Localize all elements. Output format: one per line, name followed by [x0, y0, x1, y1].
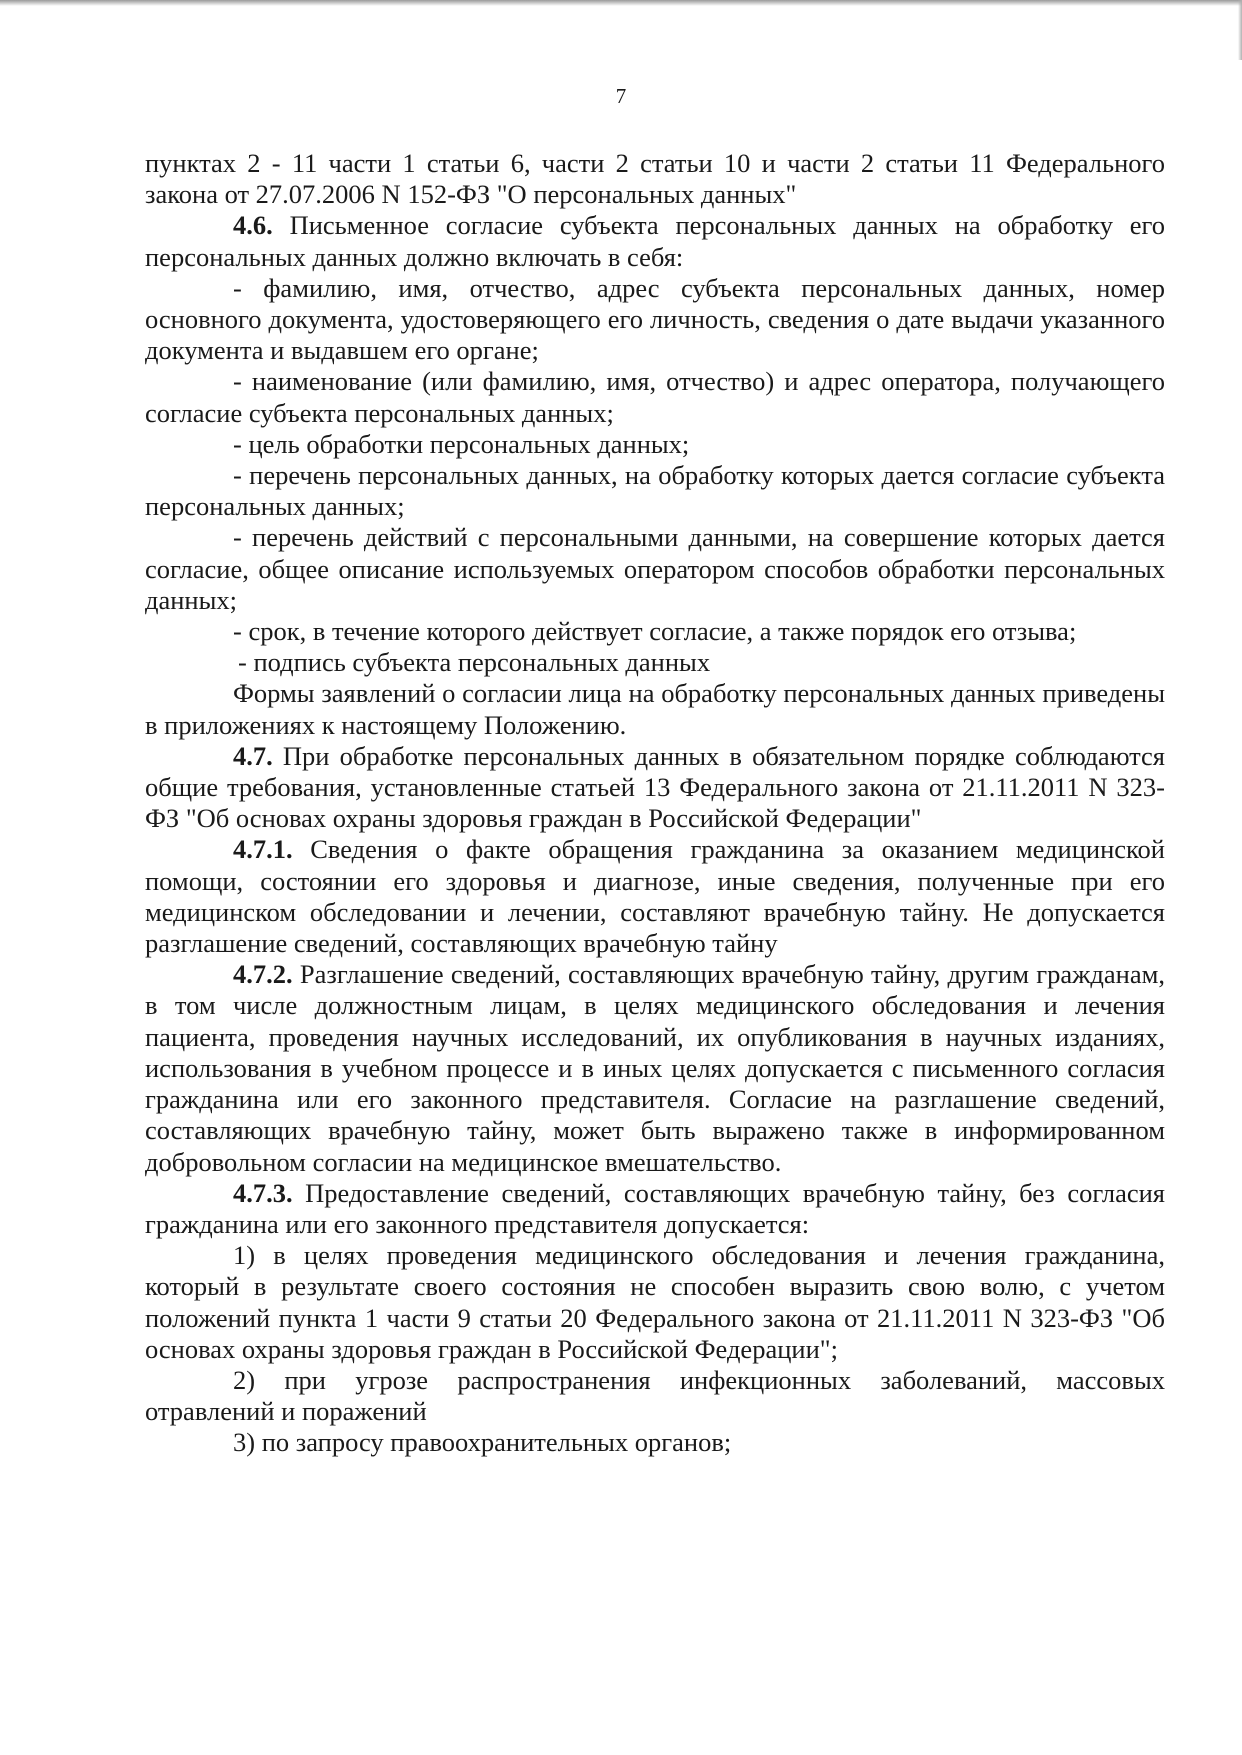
paragraph-text: Формы заявлений о согласии лица на обработку персональных данных приведены в приложениях к настоящему Положению. — [145, 678, 1165, 740]
section-number: 4.7. — [233, 740, 273, 771]
section-4-6 — [145, 210, 1165, 272]
list-item-purpose — [145, 429, 1165, 460]
paragraph-text: - цель обработки персональных данных; — [233, 428, 690, 459]
section-number: 4.6. — [233, 210, 273, 241]
paragraph-text: При обработке персональных данных в обязательном порядке соблюдаются общие требования, установленные статьей 13 Федерального закона от 21.11.2011 N 323-ФЗ "Об основах охраны здоровья граждан в Российской Федерации" — [145, 740, 1165, 834]
paragraph-text: Сведения о факте обращения гражданина за оказанием медицинской помощи, состоянии его здоровья и диагнозе, иные сведения, полученные при его медицинском обследовании и лечении, составляют врачебную тайну. Не допускается разглашение сведений, составляющих врачебную тайну — [145, 834, 1165, 959]
list-item-signature — [145, 647, 1165, 678]
paragraph-text: - перечень действий с персональными данными, на совершение которых дается согласие, общее описание используемых оператором способов обработки персональных данных; — [145, 522, 1165, 615]
paragraph-text: пунктах 2 - 11 части 1 статьи 6, части 2 статьи 10 и части 2 статьи 11 Федерального закона от 27.07.2006 N 152-ФЗ "О персональных данных" — [145, 148, 1165, 210]
list-item-actions — [145, 522, 1165, 616]
paragraph-text: - фамилию, имя, отчество, адрес субъекта персональных данных, номер основного документа, удостоверяющего его личность, сведения о дате выдачи указанного документа и выдавшем его органе; — [145, 272, 1165, 366]
section-number: 4.7.3. — [233, 1177, 293, 1208]
section-4-7-3 — [145, 1178, 1165, 1240]
paragraph-forms — [145, 678, 1165, 740]
paragraph-continuation — [145, 148, 1165, 210]
paragraph-text: - наименование (или фамилию, имя, отчество) и адрес оператора, получающего согласие субъекта персональных данных; — [145, 366, 1165, 428]
section-4-7-1 — [145, 834, 1165, 959]
paragraph-text: - срок, в течение которого действует согласие, а также порядок его отзыва; — [233, 616, 1077, 647]
paragraph-text: Письменное согласие субъекта персональных данных на обработку его персональных данных должно включать в себя: — [145, 210, 1165, 272]
paragraph-text: - перечень персональных данных, на обработку которых дается согласие субъекта персональных данных; — [145, 460, 1165, 522]
section-number: 4.7.1. — [233, 834, 293, 865]
paragraph-text: 1) в целях проведения медицинского обследования и лечения гражданина, который в результате своего состояния не способен выразить свою волю, с учетом положений пункта 1 части 9 статьи 20 Федерального закона от 21.11.2011 N 323-ФЗ "Об основах охраны здоровья граждан в Российской Федерации"; — [145, 1240, 1165, 1364]
scan-edge-right — [1238, 0, 1242, 60]
page-number: 7 — [615, 84, 627, 108]
list-item-operator — [145, 366, 1165, 428]
section-4-7 — [145, 741, 1165, 835]
paragraph-text: Предоставление сведений, составляющих врачебную тайну, без согласия гражданина или его законного представителя допускается: — [145, 1177, 1165, 1239]
section-4-7-2 — [145, 959, 1165, 1177]
paragraph-text: Разглашение сведений, составляющих врачебную тайну, другим гражданам, в том числе должностным лицам, в целях медицинского обследования и лечения пациента, проведения научных исследований, их опубликования в научных изданиях, использования в учебном процессе и в иных целях допускается с письменного согласия гражданина или его законного представителя. Согласие на разглашение сведений, составляющих врачебную тайну, может быть выражено также в информированном добровольном согласии на медицинское вмешательство. — [145, 959, 1165, 1177]
list-item-term — [145, 616, 1165, 647]
paragraph-text: - подпись субъекта персональных данных — [238, 647, 711, 678]
enumerated-item-3 — [145, 1427, 1165, 1458]
enumerated-item-2 — [145, 1365, 1165, 1427]
document-body — [145, 148, 1165, 1459]
paragraph-text: 3) по запросу правоохранительных органов; — [233, 1427, 732, 1458]
scan-edge-top — [0, 0, 1242, 6]
list-item-data-list — [145, 460, 1165, 522]
paragraph-text: 2) при угрозе распространения инфекционных заболеваний, массовых отравлений и поражений — [145, 1364, 1165, 1427]
enumerated-item-1 — [145, 1240, 1165, 1365]
list-item-full-name — [145, 273, 1165, 367]
section-number: 4.7.2. — [233, 959, 293, 990]
